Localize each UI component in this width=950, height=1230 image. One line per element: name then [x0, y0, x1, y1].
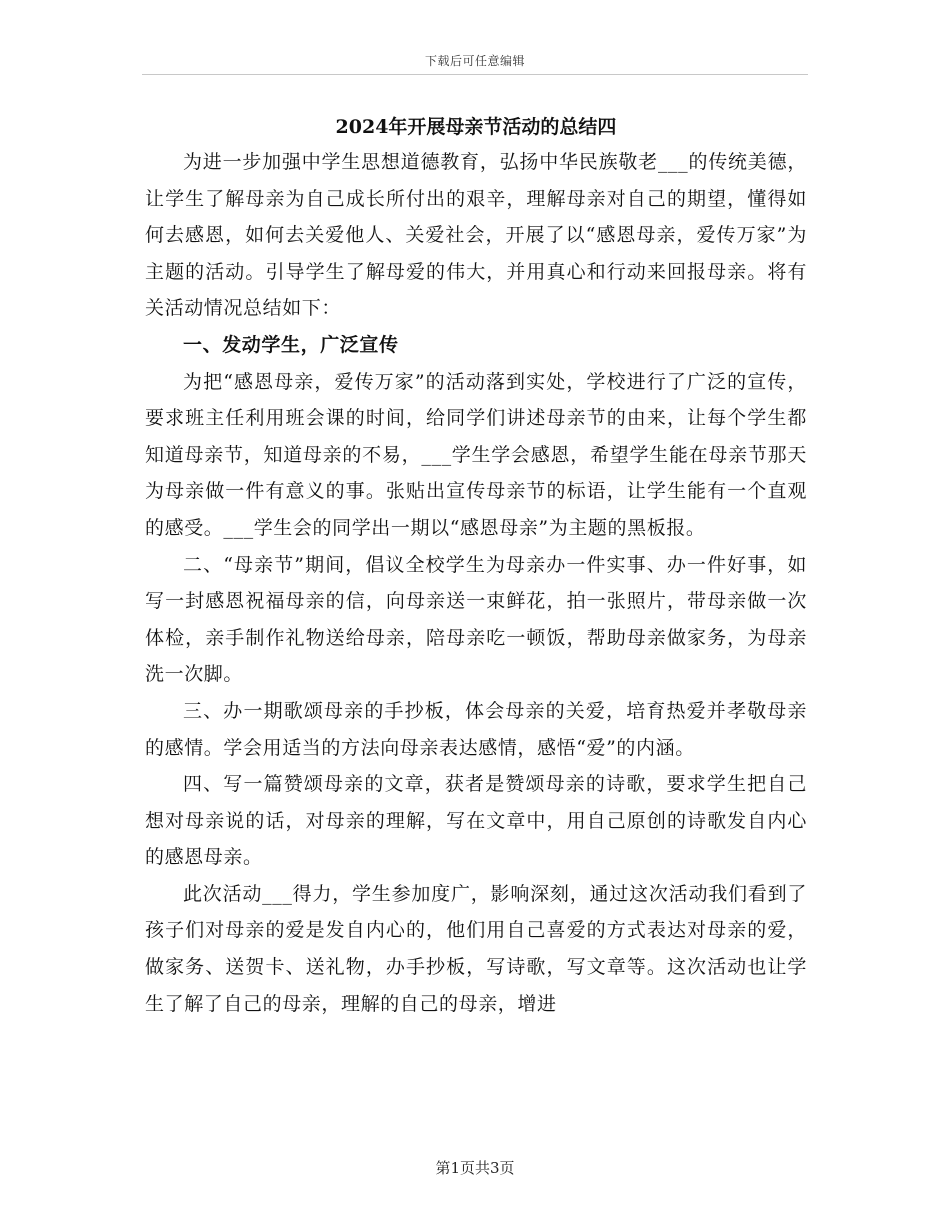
body-paragraph: 三、办一期歌颂母亲的手抄板，体会母亲的关爱，培育热爱并孝敬母亲的感情。学会用适当的方法向母亲表达感情，感悟“爱”的内涵。 [145, 699, 807, 759]
body-paragraph: 二、“母亲节”期间，倡议全校学生为母亲办一件实事、办一件好事，如写一封感恩祝福母亲的信，向母亲送一束鲜花，拍一张照片，带母亲做一次体检，亲手制作礼物送给母亲，陪母亲吃一顿饭，帮助母亲做家务，为母亲洗一次脚。 [145, 553, 807, 686]
header-divider [142, 74, 808, 75]
page-footer: 第1页共3页 [435, 1159, 515, 1177]
section-heading: 一、发动学生，广泛宣传 [183, 333, 399, 356]
page-header: 下载后可任意编辑 [424, 54, 525, 68]
body-paragraph: 四、写一篇赞颂母亲的文章，获者是赞颂母亲的诗歌，要求学生把自己想对母亲说的话，对母亲的理解，写在文章中，用自己原创的诗歌发自内心的感恩母亲。 [145, 773, 807, 869]
body-paragraph: 此次活动___得力，学生参加度广，影响深刻，通过这次活动我们看到了孩子们对母亲的爱是发自内心的，他们用自己喜爱的方式表达对母亲的爱，做家务、送贺卡、送礼物，办手抄板，写诗歌，写文章等。这次活动也让学生了解了自己的母亲，理解的自己的母亲，增进 [145, 882, 807, 1015]
body-paragraph: 为把“感恩母亲，爱传万家”的活动落到实处，学校进行了广泛的宣传，要求班主任利用班会课的时间，给同学们讲述母亲节的由来，让每个学生都知道母亲节，知道母亲的不易，___学生学会感恩，希望学生能在母亲节那天为母亲做一件有意义的事。张贴出宣传母亲节的标语，让学生能有一个直观的感受。___学生会的同学出一期以“感恩母亲”为主题的黑板报。 [145, 370, 807, 539]
document-title: 2024年开展母亲节活动的总结四 [335, 116, 617, 138]
intro-paragraph: 为进一步加强中学生思想道德教育，弘扬中华民族敬老___的传统美德，让学生了解母亲为自己成长所付出的艰辛，理解母亲对自己的期望，懂得如何去感恩，如何去关爱他人、关爱社会，开展了以“感恩母亲，爱传万家”为主题的活动。引导学生了解母爱的伟大，并用真心和行动来回报母亲。将有关活动情况总结如下： [145, 151, 807, 320]
document-body [145, 112, 807, 1022]
